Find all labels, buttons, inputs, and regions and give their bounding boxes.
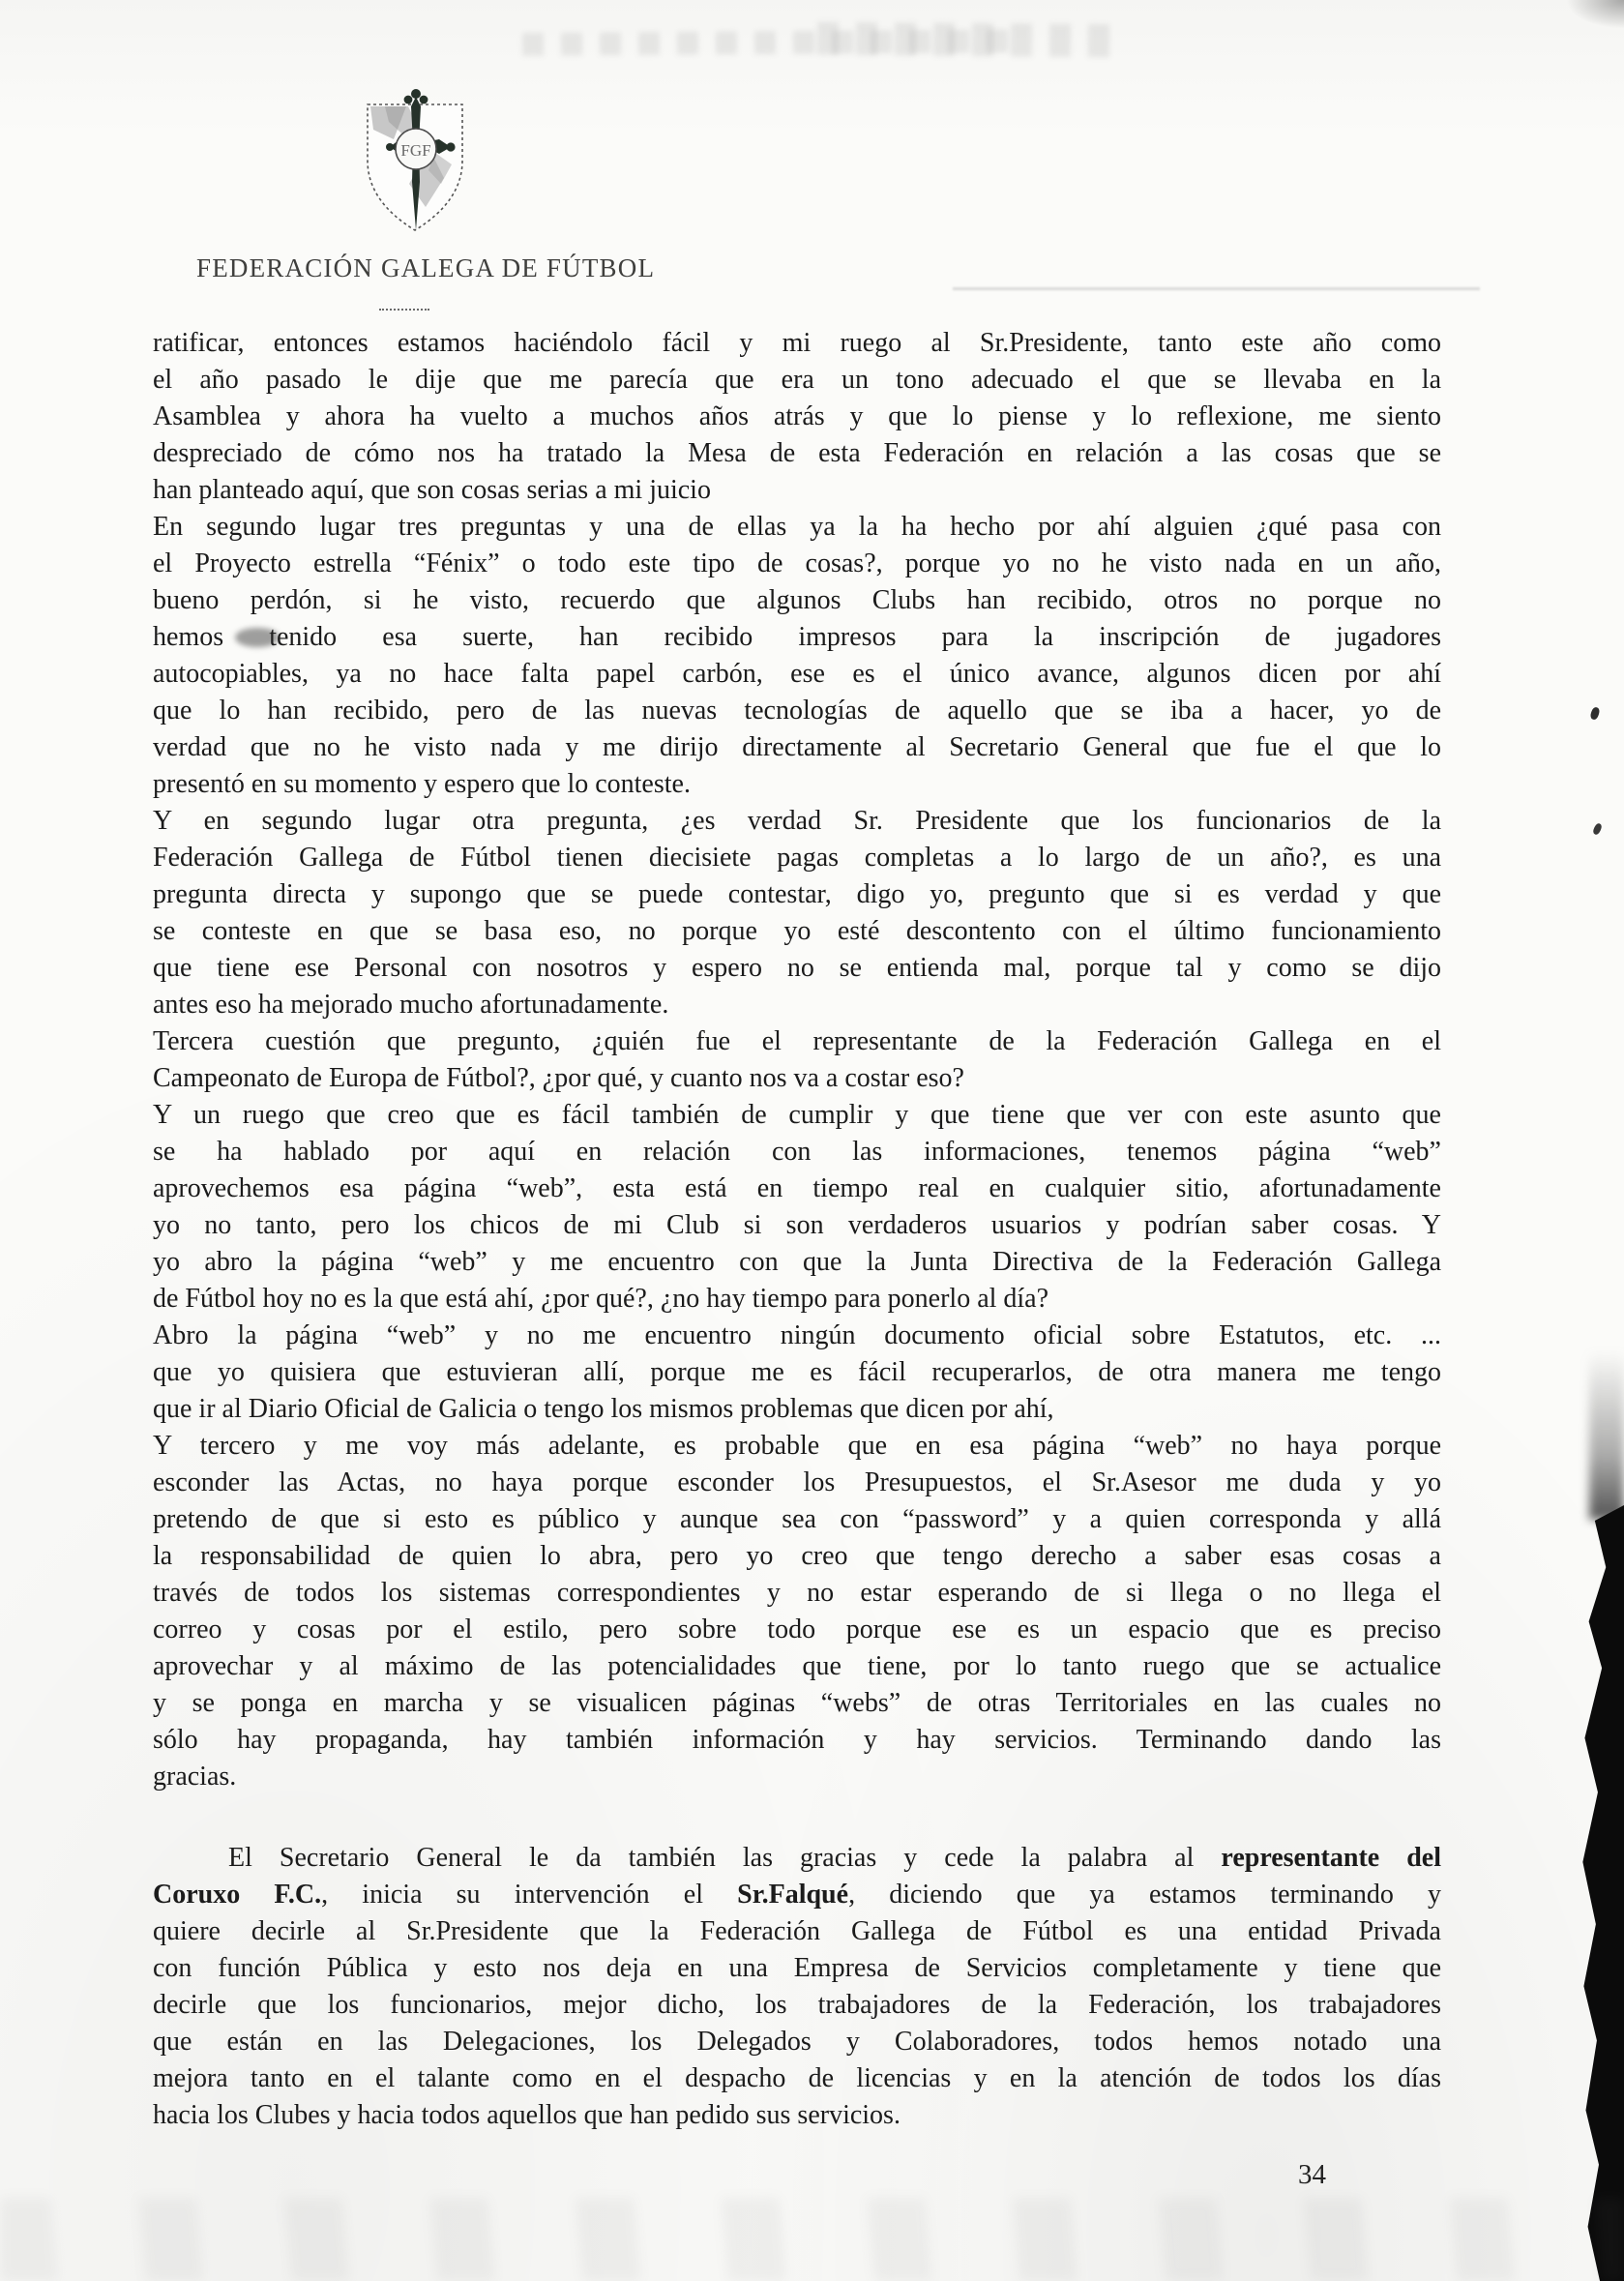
scan-texture-artifact: [0, 2198, 1624, 2281]
margin-mark-artifact: [1592, 822, 1603, 836]
text-line: pretendo de que si esto es público y aunque sea con “password” y a quien corresponda y allá: [153, 1504, 1441, 1534]
text-line: En segundo lugar tres preguntas y una de ellas ya la ha hecho por ahí alguien ¿qué pasa con: [153, 512, 1441, 542]
text-line: y se ponga en marcha y se visualicen páginas “webs” de otras Territoriales en las cuales no: [153, 1688, 1441, 1718]
text-line: Y tercero y me voy más adelante, es probable que en esa página “web” no haya porque: [153, 1431, 1441, 1461]
text-line: bueno perdón, si he visto, recuerdo que algunos Clubs han recibido, otros no porque no: [153, 585, 1441, 615]
organization-name: FEDERACIÓN GALEGA DE FÚTBOL: [196, 253, 656, 282]
scan-edge-shadow-artifact: [1589, 1350, 1624, 1520]
text-line: de Fútbol hoy no es la que está ahí, ¿por qué?, ¿no hay tiempo para ponerlo al día?: [153, 1284, 1049, 1314]
text-line: aprovechar y al máximo de las potencialidades que tiene, por lo tanto ruego que se actualice: [153, 1651, 1441, 1681]
text-line: se ha hablado por aquí en relación con las informaciones, tenemos página “web”: [153, 1137, 1441, 1167]
logo-monogram: FGF: [400, 141, 431, 160]
fgf-crest-logo: [354, 85, 476, 242]
paragraph-gap: [153, 1795, 1441, 1840]
text-line: que tiene ese Personal con nosotros y espero no se entienda mal, porque tal y como se dijo: [153, 953, 1441, 983]
text-line: que yo quisiera que estuvieran allí, porque me es fácil recuperarlos, de otra manera me tengo: [153, 1357, 1441, 1387]
text-line: han planteado aquí, que son cosas serias a mi juicio: [153, 475, 711, 505]
text-line: pregunta directa y supongo que se puede contestar, digo yo, pregunto que si es verdad y que: [153, 879, 1441, 909]
text-line: que lo han recibido, pero de las nuevas tecnologías de aquello que se iba a hacer, yo de: [153, 696, 1441, 726]
text-line: Coruxo F.C., inicia su intervención el Sr.Falqué, diciendo que ya estamos terminando y: [153, 1880, 1441, 1910]
text-line: correo y cosas por el estilo, pero sobre todo porque ese es un espacio que es preciso: [153, 1614, 1441, 1644]
text-line: antes eso ha mejorado mucho afortunadamente.: [153, 990, 669, 1020]
text-line: Abro la página “web” y no me encuentro ningún documento oficial sobre Estatutos, etc. ...: [153, 1320, 1441, 1350]
scan-edge-artifact: [1574, 1505, 1624, 2281]
text-line: Asamblea y ahora ha vuelto a muchos años atrás y que lo piense y lo reflexione, me siento: [153, 401, 1441, 431]
text-line: quiere decirle al Sr.Presidente que la Federación Gallega de Fútbol es una entidad Privada: [153, 1916, 1441, 1946]
scan-streak-artifact: [953, 287, 1480, 290]
document-body: [153, 325, 1441, 2134]
text-line: ratificar, entonces estamos haciéndolo fácil y mi ruego al Sr.Presidente, tanto este año como: [153, 328, 1441, 358]
text-line: sólo hay propaganda, hay también información y hay servicios. Terminando dando las: [153, 1725, 1441, 1755]
scan-corner-artifact: [1566, 0, 1624, 29]
text-line: Tercera cuestión que pregunto, ¿quién fue el representante de la Federación Gallega en el: [153, 1026, 1441, 1056]
text-line: Federación Gallega de Fútbol tienen diecisiete pagas completas a lo largo de un año?, es una: [153, 843, 1441, 873]
margin-mark-artifact: [1589, 706, 1601, 721]
text-line: gracias.: [153, 1762, 237, 1792]
text-line: aprovechemos esa página “web”, esta está en tiempo real en cualquier sitio, afortunadamente: [153, 1173, 1441, 1203]
page-number: 34: [1298, 2159, 1326, 2190]
dotted-mark-artifact: [379, 309, 429, 311]
text-line: hemos tenido esa suerte, han recibido impresos para la inscripción de jugadores: [153, 622, 1441, 652]
text-line: decirle que los funcionarios, mejor dicho, los trabajadores de la Federación, los trabajadores: [153, 1990, 1441, 2020]
scan-bleedthrough-artifact: [817, 22, 1127, 58]
text-line: Y un ruego que creo que es fácil también de cumplir y que tiene que ver con este asunto que: [153, 1100, 1441, 1130]
text-line: que están en las Delegaciones, los Delegados y Colaboradores, todos hemos notado una: [153, 2027, 1441, 2057]
text-line: Campeonato de Europa de Fútbol?, ¿por qué, y cuanto nos va a costar eso?: [153, 1063, 964, 1093]
text-line: presentó en su momento y espero que lo conteste.: [153, 769, 691, 799]
text-line: hacia los Clubes y hacia todos aquellos que han pedido sus servicios.: [153, 2100, 901, 2130]
text-line: mejora tanto en el talante como en el despacho de licencias y en la atención de todos los días: [153, 2063, 1441, 2093]
text-line: verdad que no he visto nada y me dirijo directamente al Secretario General que fue el que lo: [153, 732, 1441, 762]
text-line: autocopiables, ya no hace falta papel carbón, ese es el único avance, algunos dicen por ahí: [153, 659, 1441, 689]
text-line: el Proyecto estrella “Fénix” o todo este tipo de cosas?, porque yo no he visto nada en un año,: [153, 548, 1441, 578]
text-line: El Secretario General le da también las gracias y cede la palabra al representante del: [228, 1843, 1441, 1873]
text-line: esconder las Actas, no haya porque esconder los Presupuestos, el Sr.Asesor me duda y yo: [153, 1467, 1441, 1497]
text-line: con función Pública y esto nos deja en una Empresa de Servicios completamente y tiene que: [153, 1953, 1441, 1983]
text-line: la responsabilidad de quien lo abra, pero yo creo que tengo derecho a saber esas cosas a: [153, 1541, 1441, 1571]
text-line: despreciado de cómo nos ha tratado la Mesa de esta Federación en relación a las cosas que se: [153, 438, 1441, 468]
text-line: Y en segundo lugar otra pregunta, ¿es verdad Sr. Presidente que los funcionarios de la: [153, 806, 1441, 836]
text-line: través de todos los sistemas correspondientes y no estar esperando de si llega o no llega el: [153, 1578, 1441, 1608]
text-line: yo abro la página “web” y me encuentro con que la Junta Directiva de la Federación Gallega: [153, 1247, 1441, 1277]
text-line: que ir al Diario Oficial de Galicia o tengo los mismos problemas que dicen por ahí,: [153, 1394, 1054, 1424]
text-line: el año pasado le dije que me parecía que era un tono adecuado el que se llevaba en la: [153, 365, 1441, 395]
text-line: se conteste en que se basa eso, no porque yo esté descontento con el último funcionamiento: [153, 916, 1441, 946]
text-line: yo no tanto, pero los chicos de mi Club si son verdaderos usuarios y podrían saber cosas. Y: [153, 1210, 1441, 1240]
ink-smudge-artifact: [235, 628, 280, 647]
